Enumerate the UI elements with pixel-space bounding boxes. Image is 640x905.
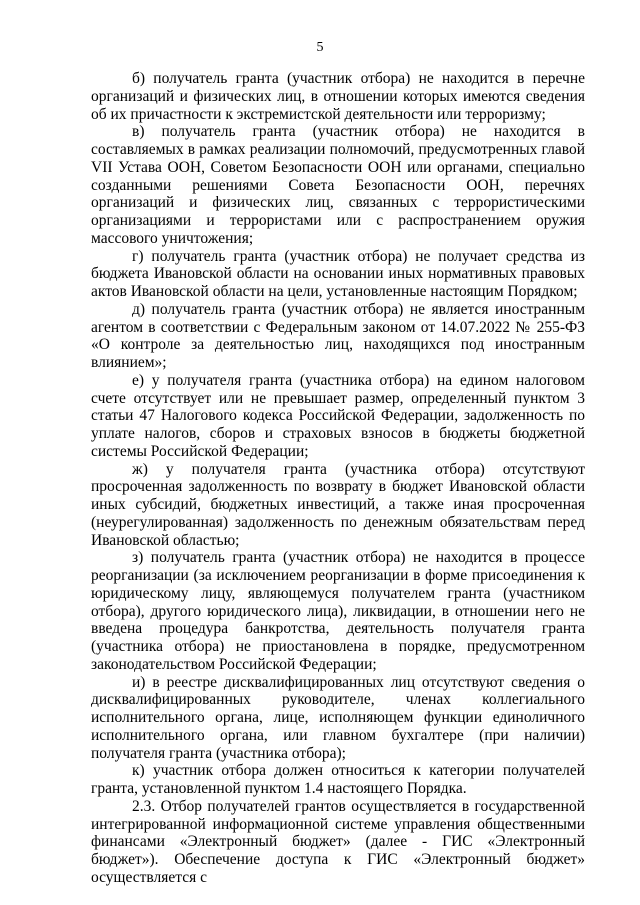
paragraph-zh: ж) у получателя гранта (участника отбора) отсутствуют просроченная задолженность по возврату в бюджет Ивановской области иных субсидий, бюджетных инвестиций, а также иная просроченная (неурегулированная) задолженность по денежным обязательствам перед Ивановской областью; [91,460,585,549]
paragraph-d: д) получатель гранта (участник отбора) не является иностранным агентом в соответствии с Федеральным законом от 14.07.2022 № 255-ФЗ «О контроле за деятельностью лиц, находящихся под иностранным влиянием»; [91,300,585,371]
paragraph-i: и) в реестре дисквалифицированных лиц отсутствуют сведения о дисквалифицированных руководителе, членах коллегиального исполнительного органа, лице, исполняющем функции единоличного исполнительного органа, или главном бухгалтере (при наличии) получателя гранта (участника отбора); [91,673,585,762]
paragraph-e: е) у получателя гранта (участника отбора) на едином налоговом счете отсутствует или не превышает размер, определенный пунктом 3 статьи 47 Налогового кодекса Российской Федерации, задолженность по уплате налогов, сборов и страховых взносов в бюджеты бюджетной системы Российской Федерации; [91,371,585,460]
paragraph-v: в) получатель гранта (участник отбора) не находится в составляемых в рамках реализации полномочий, предусмотренных главой VII Устава ООН, Советом Безопасности ООН или органами, специально созданными решениями Совета Безопасности ООН, перечнях организаций и физических лиц, связанных с террористическими организациями и террористами или с распространением оружия массового уничтожения; [91,123,585,247]
page-number: 5 [316,40,324,55]
paragraph-k: к) участник отбора должен относиться к категории получателей гранта, установленной пунктом 1.4 настоящего Порядка. [91,762,585,797]
paragraph-z: з) получатель гранта (участник отбора) не находится в процессе реорганизации (за исключением реорганизации в форме присоединения к юридическому лицу, являющемуся получателем гранта (участником отбора), другого юридического лица), ликвидации, в отношении него не введена процедура банкротства, деятельность получателя гранта (участника отбора) не приостановлена в порядке, предусмотренном законодательством Российской Федерации; [91,549,585,673]
document-body [91,70,585,887]
paragraph-b: б) получатель гранта (участник отбора) не находится в перечне организаций и физических лиц, в отношении которых имеются сведения об их причастности к экстремистской деятельности или терроризму; [91,70,585,123]
paragraph-2-3: 2.3. Отбор получателей грантов осуществляется в государственной интегрированной информационной системе управления общественными финансами «Электронный бюджет» (далее - ГИС «Электронный бюджет»). Обеспечение доступа к ГИС «Электронный бюджет» осуществляется с [91,797,585,886]
paragraph-g: г) получатель гранта (участник отбора) не получает средства из бюджета Ивановской области на основании иных нормативных правовых актов Ивановской области на цели, установленные настоящим Порядком; [91,247,585,300]
